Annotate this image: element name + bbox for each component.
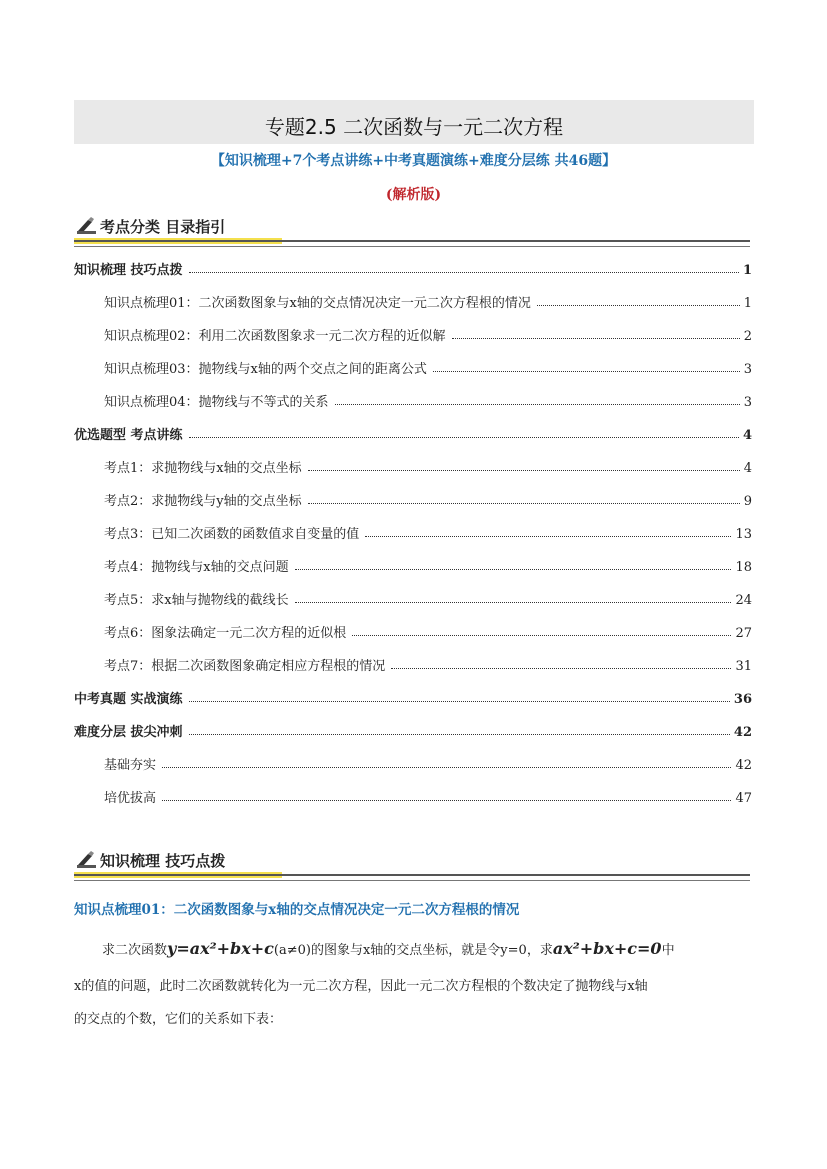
toc-item-page: 4 (743, 461, 752, 476)
toc-item-title: 知识点梳理04：抛物线与不等式的关系 (104, 395, 329, 410)
toc-item[interactable] (74, 289, 752, 311)
toc-item-page: 1 (742, 263, 752, 278)
toc-item-title: 优选题型 考点讲练 (74, 428, 183, 443)
toc-item[interactable] (74, 355, 752, 377)
toc-item-title: 考点6：图象法确定一元二次方程的近似根 (104, 626, 347, 641)
title-band (74, 100, 754, 144)
toc-item-page: 27 (735, 626, 752, 641)
toc-item-page: 3 (743, 362, 752, 377)
toc-item[interactable] (74, 454, 752, 476)
toc-item[interactable] (74, 718, 752, 740)
toc-item[interactable] (74, 784, 752, 806)
toc-item-page: 3 (743, 395, 752, 410)
toc-item[interactable] (74, 487, 752, 509)
paragraph: x的值的问题，此时二次函数就转化为一元二次方程，因此一元二次方程根的个数决定了抛物线与x轴 (74, 979, 648, 994)
section-label: 知识梳理 技巧点拨 (100, 852, 226, 870)
toc-item-page: 1 (743, 296, 752, 311)
toc-item-page: 36 (733, 692, 752, 707)
toc-item[interactable] (74, 322, 752, 344)
toc-section-header (74, 212, 750, 242)
toc-item[interactable] (74, 586, 752, 608)
divider (74, 246, 750, 247)
toc-item[interactable] (74, 421, 752, 443)
toc-item[interactable] (74, 619, 752, 641)
divider (74, 874, 750, 876)
page-title: 专题2.5 二次函数与一元二次方程 (264, 115, 564, 139)
toc-item-title: 考点7：根据二次函数图象确定相应方程根的情况 (104, 659, 386, 674)
toc-item-page: 42 (733, 725, 752, 740)
toc-item-title: 基础夯实 (104, 758, 157, 773)
pencil-shoe-icon (76, 850, 98, 870)
divider (74, 240, 750, 242)
toc-item-title: 知识梳理 技巧点拨 (74, 263, 183, 278)
toc-item-page: 2 (743, 329, 752, 344)
toc-item-page: 24 (735, 593, 752, 608)
toc-item-page: 42 (735, 758, 752, 773)
toc-item[interactable] (74, 553, 752, 575)
paragraph: 的交点的个数，它们的关系如下表： (74, 1012, 283, 1027)
toc-item-page: 9 (743, 494, 752, 509)
toc-item-title: 中考真题 实战演练 (74, 692, 183, 707)
pencil-shoe-icon (76, 216, 98, 236)
toc-item[interactable] (74, 388, 752, 410)
toc-item[interactable] (74, 520, 752, 542)
toc-item-title: 考点3：已知二次函数的函数值求自变量的值 (104, 527, 360, 542)
formula: y=ax²+bx+c (167, 939, 274, 958)
divider (74, 880, 750, 881)
formula: ax²+bx+c=0 (552, 939, 662, 958)
toc-item-title: 考点4：抛物线与x轴的交点问题 (104, 560, 289, 575)
toc-item-title: 考点5：求x轴与抛物线的截线长 (104, 593, 289, 608)
toc-item-title: 知识点梳理02：利用二次函数图象求一元二次方程的近似解 (104, 329, 446, 344)
knowledge-section-header (74, 846, 750, 876)
toc-item[interactable] (74, 685, 752, 707)
toc-item-page: 18 (735, 560, 752, 575)
toc-item-title: 考点2：求抛物线与y轴的交点坐标 (104, 494, 302, 509)
toc-item-page: 47 (735, 791, 752, 806)
toc-item-page: 4 (742, 428, 752, 443)
toc-item[interactable] (74, 256, 752, 278)
toc-item-title: 难度分层 拔尖冲刺 (74, 725, 183, 740)
toc-item-title: 知识点梳理01：二次函数图象与x轴的交点情况决定一元二次方程根的情况 (104, 296, 531, 311)
subtitle: 【知识梳理+7个考点讲练+中考真题演练+难度分层练 共46题】 (210, 153, 617, 169)
edition-label: (解析版) (385, 187, 442, 203)
knowledge-point-title: 知识点梳理01：二次函数图象与x轴的交点情况决定一元二次方程根的情况 (74, 902, 520, 918)
toc-item-title: 培优拔高 (104, 791, 157, 806)
toc-item[interactable] (74, 751, 752, 773)
toc-item[interactable] (74, 652, 752, 674)
toc-item-title: 知识点梳理03：抛物线与x轴的两个交点之间的距离公式 (104, 362, 427, 377)
section-label: 考点分类 目录指引 (100, 218, 226, 236)
toc-item-page: 13 (735, 527, 752, 542)
toc-item-title: 考点1：求抛物线与x轴的交点坐标 (104, 461, 302, 476)
toc-item-page: 31 (735, 659, 752, 674)
paragraph: 求二次函数y=ax²+bx+c(a≠0)的图象与x轴的交点坐标，就是令y=0，求ax²+bx+c=0中 (102, 939, 675, 958)
